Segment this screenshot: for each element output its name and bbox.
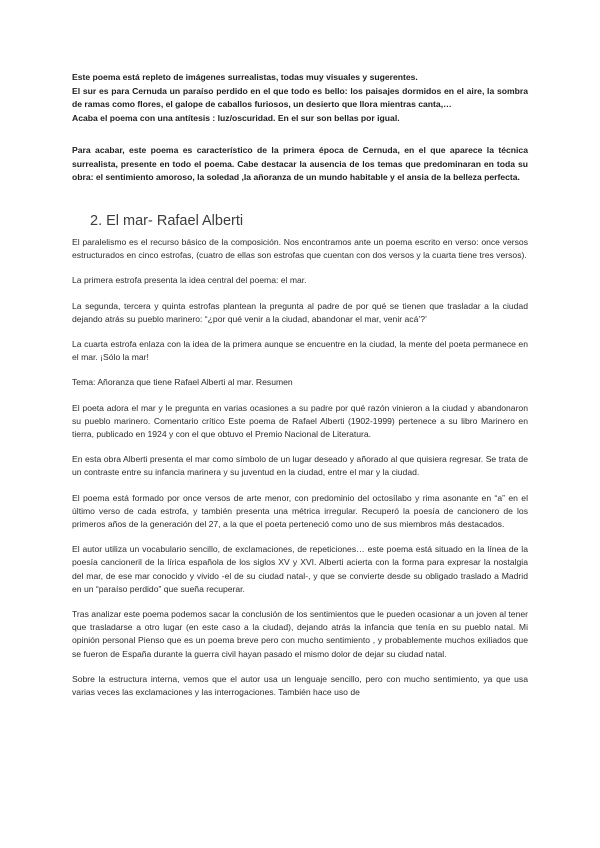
paragraph: El poema está formado por once versos de arte menor, con predominio del octosílabo y rima asonante en “a” en el último verso de cada estrofa, y también presenta una métrica irregular. Recuperó la poesía de cancionero de los primeros años de la generación del 27, a la que el poeta perteneció como uno de sus miembros más destacados. bbox=[72, 492, 528, 530]
document-page bbox=[72, 70, 528, 699]
paragraph: La segunda, tercera y quinta estrofas plantean la pregunta al padre de por qué se tienen que trasladar a la ciudad dejando atrás su pueblo marinero: “¿por qué venir a la ciudad, abandonar el mar, venir acá’?’ bbox=[72, 300, 528, 324]
section-heading: 2. El mar- Rafael Alberti bbox=[90, 213, 244, 230]
paragraph: En esta obra Alberti presenta el mar como símbolo de un lugar deseado y añorado al que quisiera regresar. Se trata de un contraste entre su infancia marinera y su juventud en la ciudad, entre el mar y la ciudad. bbox=[72, 454, 528, 478]
paragraph: El paralelismo es el recurso básico de la composición. Nos encontramos ante un poema escrito en verso: once versos estructurados en cinco estrofas, (cuatro de ellas son estrofas que cuentan con dos versos y la cuarta tiene tres versos). bbox=[72, 237, 528, 261]
intro-line-2: El sur es para Cernuda un paraíso perdido en el que todo es bello: los paisajes dormidos en el aire, la sombra de ramas como flores, el galope de caballos furiosos, un desierto que llora mientras canta,… bbox=[72, 85, 528, 109]
paragraph: La primera estrofa presenta la idea central del poema: el mar. bbox=[72, 275, 307, 286]
paragraph: La cuarta estrofa enlaza con la idea de la primera aunque se encuentre en la ciudad, la mente del poeta permanece en el mar. ¡Sólo la mar! bbox=[72, 339, 528, 363]
paragraph: El poeta adora el mar y le pregunta en varias ocasiones a su padre por qué razón vinieron a la ciudad y abandonaron su pueblo marinero. Comentario crítico Este poema de Rafael Alberti (1902-1999) pertenece a su libro Marinero en tierra, publicado en 1924 y con el que obtuvo el Premio Nacional de Literatura. bbox=[72, 402, 528, 440]
paragraph: Sobre la estructura interna, vemos que el autor usa un lenguaje sencillo, pero con mucho sentimiento, ya que usa varias veces las exclamaciones y las interrogaciones. También hace uso de bbox=[72, 673, 528, 698]
paragraph: Tras analizar este poema podemos sacar la conclusión de los sentimientos que le pueden ocasionar a un joven al tener que trasladarse a otro lugar (en este caso a la ciudad), dejando atrás la infancia que tenía en su pueblo natal. Mi opinión personal Pienso que es un poema breve pero con mucho sentimiento , y probablemente muchos exiliados que se fueron de España durante la guerra civil hayan pasado el mismo dolor de dejar su ciudad natal. bbox=[72, 609, 528, 659]
theme-line: Tema: Añoranza que tiene Rafael Alberti al mar. Resumen bbox=[72, 377, 293, 388]
intro-line-3: Acaba el poema con una antítesis : luz/oscuridad. En el sur son bellas por igual. bbox=[72, 112, 400, 123]
intro-line-1: Este poema está repleto de imágenes surrealistas, todas muy visuales y sugerentes. bbox=[72, 72, 418, 82]
conclusion-paragraph: Para acabar, este poema es característico de la primera época de Cernuda, en el que aparece la técnica surrealista, presente en todo el poema. Cabe destacar la ausencia de los temas que predominaran en toda su obra: el sentimiento amoroso, la soledad ,la añoranza de un mundo habitable y el ansia de la belleza perfecta. bbox=[72, 145, 528, 182]
paragraph: El autor utiliza un vocabulario sencillo, de exclamaciones, de repeticiones… este poema está situado en la línea de la poesía cancioneril de la lírica española de los siglos XV y XVI. Alberti acierta con la forma para expresar la nostalgia del mar, de ese mar conocido y vivido -el de su ciudad natal-, y que se convierte desde su obligado traslado a Madrid en un “paraíso perdido” que sueña recuperar. bbox=[72, 544, 528, 594]
